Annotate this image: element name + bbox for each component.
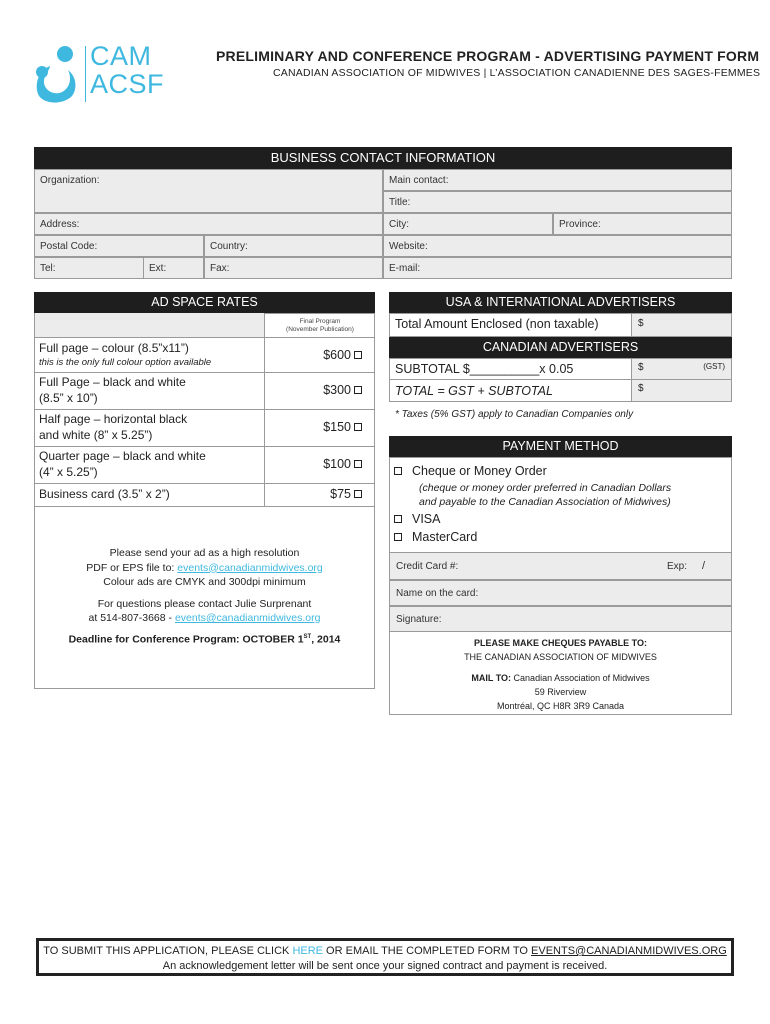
email-label: E-mail: <box>389 263 421 274</box>
info-line-4: For questions please contact Julie Surprenant <box>97 597 312 610</box>
rate-full-colour-label: Full page – colour (8.5”x11”) <box>39 341 189 355</box>
mail-to-2: 59 Riverview <box>534 687 587 697</box>
organization-label: Organization: <box>40 175 100 186</box>
here-link[interactable]: HERE <box>292 945 323 957</box>
deadline-main: Deadline for Conference Program: OCTOBER 1 <box>68 633 304 645</box>
rate-half-label1: Half page – horizontal black <box>39 412 188 426</box>
info-line-2 <box>34 561 375 576</box>
cheque-note-2: and payable to the Canadian Association of Midwives) <box>419 496 671 508</box>
rate-full-colour <box>39 340 211 371</box>
rate-business-card-price[interactable] <box>266 487 362 501</box>
logo-divider <box>85 46 86 102</box>
rates-divider <box>34 446 375 447</box>
info-line-5-prefix: at 514-807-3668 - <box>88 612 175 624</box>
rate-full-bw-price[interactable] <box>266 383 362 397</box>
total-input[interactable] <box>631 380 731 401</box>
submit-banner <box>36 938 734 976</box>
checkbox-icon[interactable] <box>354 423 362 431</box>
checkbox-icon[interactable] <box>354 351 362 359</box>
rate-quarter-label2: (4” x 5.25”) <box>39 465 98 479</box>
logo-line-2: ACSF <box>90 69 165 99</box>
payment-method-heading: PAYMENT METHOD <box>389 436 732 457</box>
rate-full-bw <box>39 374 186 406</box>
checkbox-icon[interactable] <box>394 515 402 523</box>
events-email-link[interactable]: events@canadianmidwives.org <box>177 561 323 574</box>
info-line-5 <box>34 611 375 626</box>
ad-space-rates-heading: AD SPACE RATES <box>34 292 375 313</box>
fax-field[interactable] <box>204 257 383 279</box>
payable-heading: PLEASE MAKE CHEQUES PAYABLE TO: <box>473 638 648 648</box>
usa-total-input[interactable] <box>631 314 731 336</box>
organization-field[interactable] <box>34 169 383 213</box>
cheque-option[interactable] <box>394 464 547 478</box>
province-field[interactable] <box>553 213 732 235</box>
page-title: PRELIMINARY AND CONFERENCE PROGRAM - ADVERTISING PAYMENT FORM <box>216 48 760 64</box>
credit-card-field[interactable] <box>389 552 732 580</box>
rates-divider <box>34 372 375 373</box>
rate-full-bw-label2: (8.5” x 10”) <box>39 391 98 405</box>
country-label: Country: <box>210 241 248 252</box>
gst-input[interactable] <box>631 359 731 379</box>
checkbox-icon[interactable] <box>354 460 362 468</box>
canadian-advertisers-heading: CANADIAN ADVERTISERS <box>389 337 732 358</box>
mother-child-icon <box>32 44 84 106</box>
rate-full-colour-note: this is the only full colour option available <box>39 357 212 368</box>
payable-info <box>389 636 732 713</box>
rates-divider <box>34 337 375 338</box>
name-on-card-label: Name on the card: <box>396 588 479 599</box>
submit-line-2: An acknowledgement letter will be sent once your signed contract and payment is received. <box>162 960 608 972</box>
rate-half-label2: and white (8” x 5.25”) <box>39 428 153 442</box>
total-label: TOTAL = GST + SUBTOTAL <box>395 384 553 398</box>
rate-quarter-page-price[interactable] <box>266 457 362 471</box>
exp-slash: / <box>702 560 706 572</box>
price-300: $300 <box>323 383 351 397</box>
city-field[interactable] <box>383 213 553 235</box>
checkbox-icon[interactable] <box>394 467 402 475</box>
mail-to-1: Canadian Association of Midwives <box>513 673 650 683</box>
usa-total-label: Total Amount Enclosed (non taxable) <box>395 317 599 331</box>
name-on-card-field[interactable] <box>389 580 732 606</box>
col-note-2: (November Publication) <box>286 326 354 333</box>
rate-half-page-price[interactable] <box>266 420 362 434</box>
tel-field[interactable] <box>34 257 144 279</box>
credit-card-label: Credit Card #: <box>396 561 459 572</box>
email-field[interactable] <box>383 257 732 279</box>
usa-dollar: $ <box>638 318 644 329</box>
logo-text <box>90 42 164 98</box>
cheque-label: Cheque or Money Order <box>412 464 547 478</box>
price-600: $600 <box>323 348 351 362</box>
address-label: Address: <box>40 219 80 230</box>
rates-divider <box>34 506 375 507</box>
price-100: $100 <box>323 457 351 471</box>
title-label: Title: <box>389 197 411 208</box>
events-email-link-2[interactable]: events@canadianmidwives.org <box>174 612 321 624</box>
deadline-sup: ST <box>303 633 312 640</box>
fax-label: Fax: <box>210 263 230 274</box>
ad-rates-header-fill <box>34 313 264 337</box>
ad-submission-info <box>34 546 375 647</box>
subtotal-label: SUBTOTAL $__________x 0.05 <box>395 362 574 376</box>
main-contact-field[interactable] <box>383 169 732 191</box>
address-field[interactable] <box>34 213 383 235</box>
gst-dollar: $ <box>638 362 644 373</box>
col-note-1: Final Program <box>299 318 341 325</box>
checkbox-icon[interactable] <box>354 386 362 394</box>
info-line-2-prefix: PDF or EPS file to: <box>86 561 178 574</box>
submit-text-a: TO SUBMIT THIS APPLICATION, PLEASE CLICK <box>43 945 293 957</box>
postal-code-label: Postal Code: <box>40 241 98 252</box>
rates-divider <box>34 483 375 484</box>
main-contact-label: Main contact: <box>389 175 449 186</box>
mastercard-label: MasterCard <box>412 530 478 544</box>
signature-label: Signature: <box>396 614 442 625</box>
visa-option[interactable] <box>394 512 441 526</box>
final-program-note <box>266 318 374 334</box>
checkbox-icon[interactable] <box>394 533 402 541</box>
mail-to-3: Montréal, QC H8R 3R9 Canada <box>496 701 625 711</box>
rates-divider <box>34 409 375 410</box>
gst-label: (GST) <box>703 362 725 371</box>
rate-quarter-label1: Quarter page – black and white <box>39 449 206 463</box>
website-field[interactable] <box>383 235 732 257</box>
page-subtitle: CANADIAN ASSOCIATION OF MIDWIVES | L’ASSOCIATION CANADIENNE DES SAGES-FEMMES <box>273 67 761 79</box>
rate-business-card-label: Business card (3.5” x 2”) <box>39 487 170 501</box>
tel-label: Tel: <box>40 263 56 274</box>
rate-business-card <box>39 486 170 502</box>
mail-to-label: MAIL TO: <box>471 673 512 683</box>
province-label: Province: <box>559 219 601 230</box>
ext-label: Ext: <box>149 263 167 274</box>
submit-line-1 <box>39 944 731 959</box>
exp-label: Exp: <box>667 561 688 572</box>
cheque-note-1: (cheque or money order preferred in Canadian Dollars <box>419 482 672 494</box>
price-75: $75 <box>330 487 351 501</box>
tax-note: * Taxes (5% GST) apply to Canadian Companies only <box>395 409 634 420</box>
signature-field[interactable] <box>389 606 732 632</box>
deadline-year: , 2014 <box>311 633 341 645</box>
title-field[interactable] <box>383 191 732 213</box>
price-150: $150 <box>323 420 351 434</box>
city-label: City: <box>389 219 409 230</box>
business-contact-heading: BUSINESS CONTACT INFORMATION <box>34 147 732 169</box>
total-dollar: $ <box>638 383 644 394</box>
website-label: Website: <box>389 241 428 252</box>
rate-quarter-page <box>39 448 206 480</box>
submit-text-b: OR EMAIL THE COMPLETED FORM TO <box>323 945 532 957</box>
visa-label: VISA <box>412 512 441 526</box>
submit-email-link[interactable]: EVENTS@CANADIANMIDWIVES.ORG <box>531 945 727 957</box>
postal-code-field[interactable] <box>34 235 204 257</box>
logo-line-1: CAM <box>90 41 152 71</box>
rate-full-bw-label1: Full Page – black and white <box>39 375 186 389</box>
cheque-note <box>419 481 671 509</box>
cam-acsf-logo <box>32 40 172 110</box>
rate-full-colour-price[interactable] <box>266 348 362 362</box>
rate-half-page <box>39 411 187 443</box>
info-line-3: Colour ads are CMYK and 300dpi minimum <box>103 576 306 588</box>
mastercard-option[interactable] <box>394 530 477 544</box>
checkbox-icon[interactable] <box>354 490 362 498</box>
ext-field[interactable] <box>144 257 204 279</box>
info-line-1: Please send your ad as a high resolution <box>109 547 300 559</box>
country-field[interactable] <box>204 235 383 257</box>
payable-to: THE CANADIAN ASSOCIATION OF MIDWIVES <box>464 652 657 662</box>
usa-international-heading: USA & INTERNATIONAL ADVERTISERS <box>389 292 732 313</box>
mail-to-line <box>389 671 732 685</box>
deadline-text <box>34 630 375 647</box>
